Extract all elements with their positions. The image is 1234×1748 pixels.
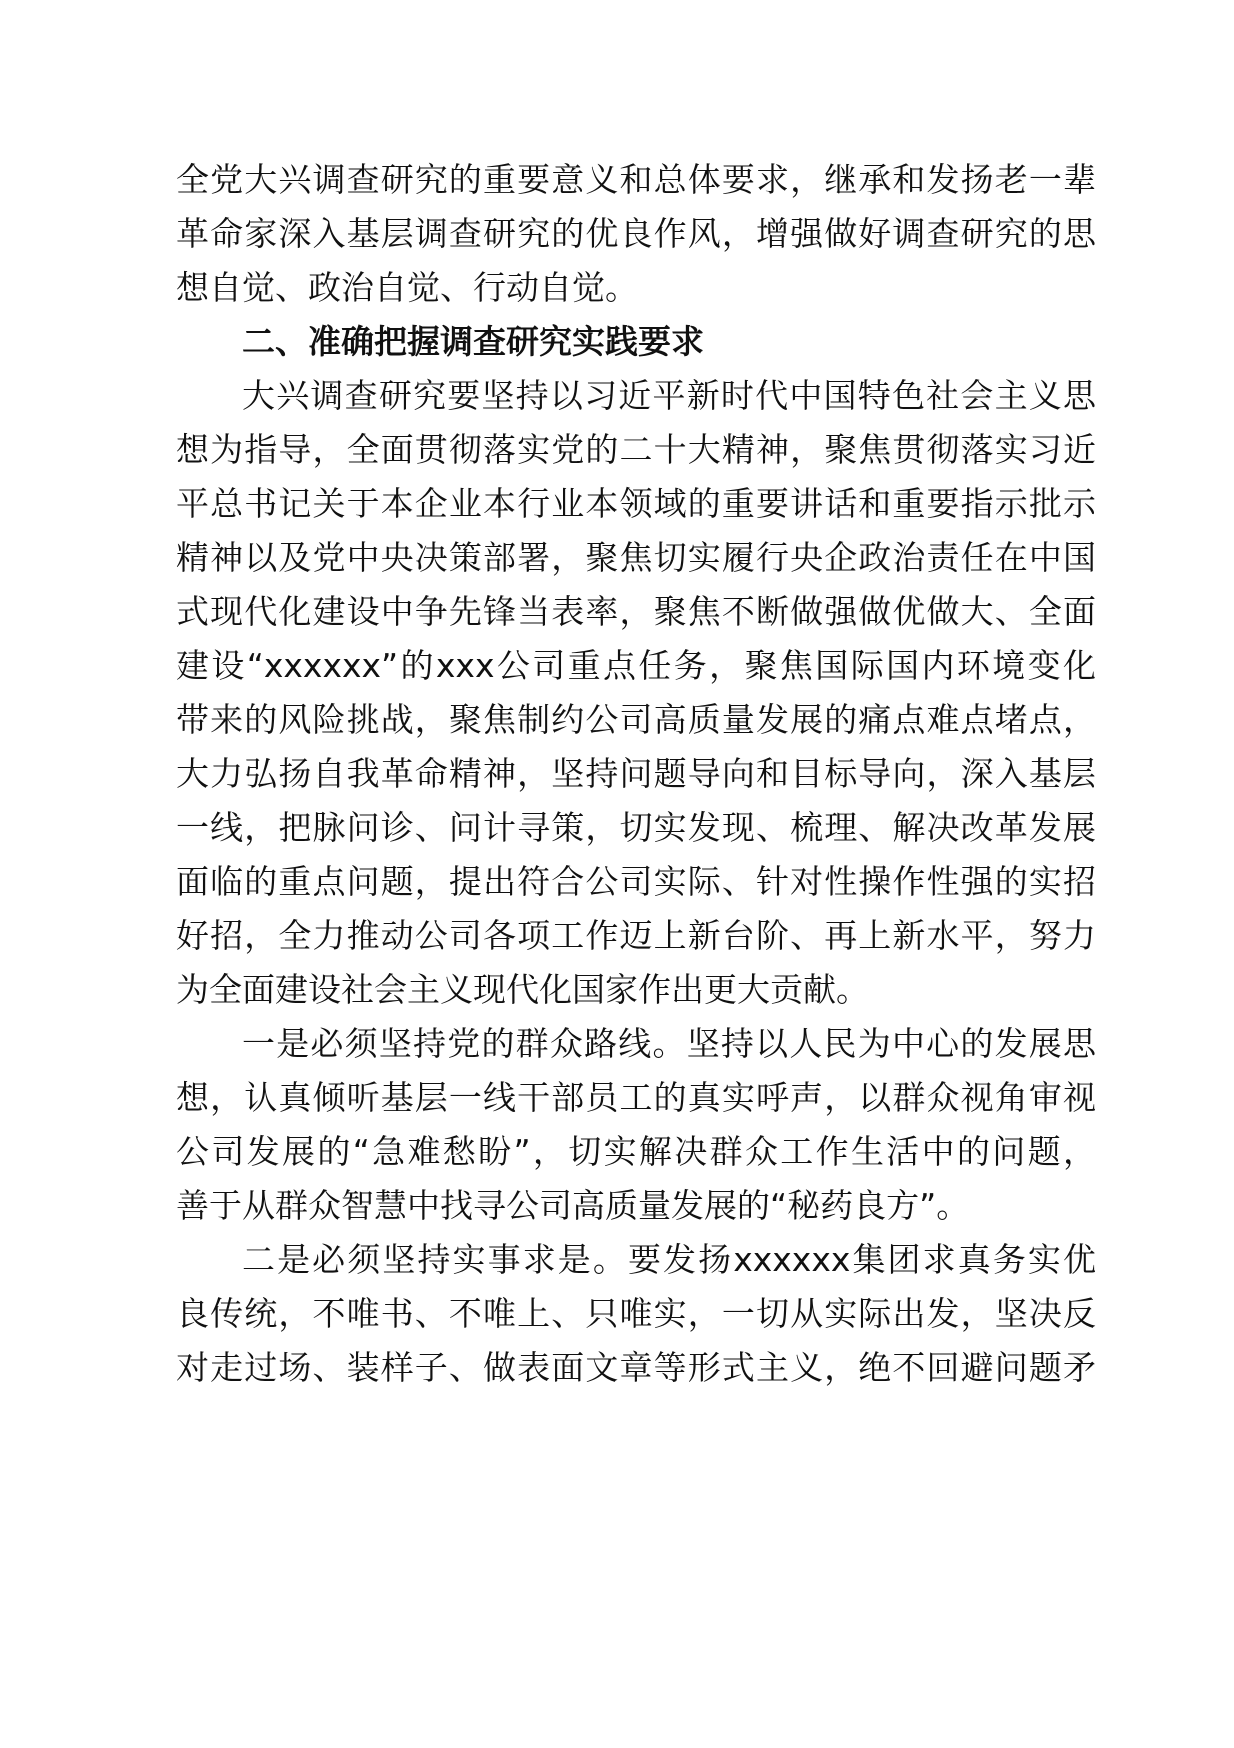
main-line-8: 大力弘扬自我革命精神，坚持问题导向和目标导向，深入基层 [176,754,1096,793]
main-line-12: 为全面建设社会主义现代化国家作出更大贡献。 [176,970,869,1009]
main-line-10: 面临的重点问题，提出符合公司实际、针对性操作性强的实招 [176,862,1096,901]
main-line-1: 大兴调查研究要坚持以习近平新时代中国特色社会主义思 [242,376,1096,415]
point-one-line-3: 公司发展的“急难愁盼”，切实解决群众工作生活中的问题， [176,1132,1096,1171]
main-line-4: 精神以及党中央决策部署，聚焦切实履行央企政治责任在中国 [176,538,1096,577]
intro-line-3: 想自觉、政治自觉、行动自觉。 [176,268,638,307]
point-two-line-3: 对走过场、装样子、做表面文章等形式主义，绝不回避问题矛 [176,1348,1096,1387]
point-one-line-2: 想，认真倾听基层一线干部员工的真实呼声，以群众视角审视 [176,1078,1096,1117]
main-line-7: 带来的风险挑战，聚焦制约公司高质量发展的痛点难点堵点， [176,700,1096,739]
point-one-line-1: 一是必须坚持党的群众路线。坚持以人民为中心的发展思 [242,1024,1096,1063]
point-one-line-4: 善于从群众智慧中找寻公司高质量发展的“秘药良方”。 [176,1186,970,1225]
main-line-11: 好招，全力推动公司各项工作迈上新台阶、再上新水平，努力 [176,916,1096,955]
intro-line-1: 全党大兴调查研究的重要意义和总体要求，继承和发扬老一辈 [176,160,1096,199]
main-line-6: 建设“xxxxxx”的xxx公司重点任务，聚焦国际国内环境变化 [176,646,1096,685]
main-line-3: 平总书记关于本企业本行业本领域的重要讲话和重要指示批示 [176,484,1096,523]
section-heading: 二、准确把握调查研究实践要求 [242,322,704,361]
point-two-line-2: 良传统，不唯书、不唯上、只唯实，一切从实际出发，坚决反 [176,1294,1096,1333]
point-two-line-1: 二是必须坚持实事求是。要发扬xxxxxx集团求真务实优 [242,1240,1096,1279]
main-line-5: 式现代化建设中争先锋当表率，聚焦不断做强做优做大、全面 [176,592,1096,631]
intro-line-2: 革命家深入基层调查研究的优良作风，增强做好调查研究的思 [176,214,1096,253]
main-line-2: 想为指导，全面贯彻落实党的二十大精神，聚焦贯彻落实习近 [176,430,1096,469]
main-line-9: 一线，把脉问诊、问计寻策，切实发现、梳理、解决改革发展 [176,808,1096,847]
